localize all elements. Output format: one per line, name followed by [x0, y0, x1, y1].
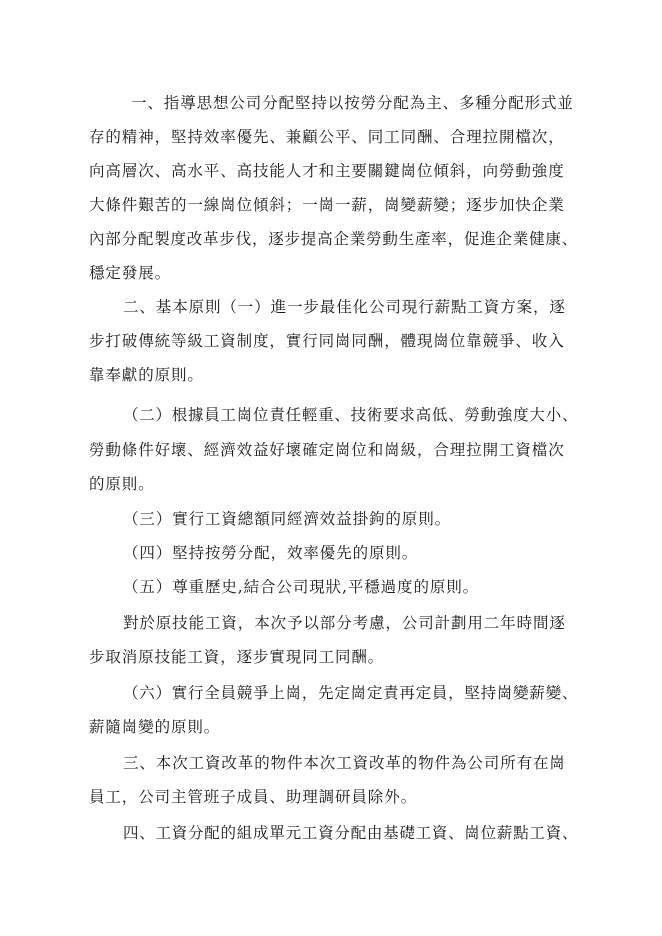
paragraph-line: 靠奉獻的原則。 — [89, 366, 204, 384]
paragraph-line: 一、指導思想公司分配堅持以按勞分配為主、多種分配形式並 — [131, 94, 574, 112]
paragraph-line: 內部分配製度改革步伐，逐步提高企業勞動生產率，促進企業健康、 — [89, 230, 579, 248]
paragraph-line: 勞動條件好壞、經濟效益好壞確定崗位和崗級，合理拉開工資檔次 — [89, 441, 565, 459]
paragraph-line: 的原則。 — [89, 475, 155, 493]
paragraph-line: 員工，公司主管班子成員、助理調研員除外。 — [89, 788, 418, 806]
paragraph-line: 存的精神，堅持效率優先、兼顧公平、同工同酬、合理拉開檔次， — [89, 128, 565, 146]
paragraph-line: （四）堅持按勞分配，效率優先的原則。 — [123, 544, 419, 562]
paragraph-line: 步取消原技能工資，逐步實現同工同酬。 — [89, 648, 385, 666]
paragraph-line: 對於原技能工資，本次予以部分考慮，公司計劃用二年時間逐 — [123, 614, 566, 632]
paragraph-line: 四、工資分配的組成單元工資分配由基礎工資、崗位薪點工資、 — [123, 824, 579, 842]
paragraph-line: 三、本次工資改革的物件本次工資改革的物件為公司所有在崗 — [123, 754, 566, 772]
paragraph-line: 薪隨崗變的原則。 — [89, 718, 221, 736]
paragraph-line: 大條件艱苦的一線崗位傾斜；一崗一薪，崗變薪變；逐步加快企業 — [89, 196, 565, 214]
paragraph-line: （三）實行工資總額同經濟效益掛鉤的原則。 — [123, 510, 452, 528]
paragraph-line: 二、基本原則（一）進一步最佳化公司現行薪點工資方案，逐 — [123, 298, 566, 316]
paragraph-line: （二）根據員工崗位責任輕重、技術要求高低、勞動強度大小、 — [123, 406, 579, 424]
paragraph-line: （五）尊重歷史,結合公司現狀,平穩過度的原則。 — [123, 578, 480, 596]
paragraph-line: 向高層次、高水平、高技能人才和主要關鍵崗位傾斜，向勞動強度 — [89, 162, 565, 180]
paragraph-line: 步打破傳統等級工資制度，實行同崗同酬，體現崗位靠競爭、收入 — [89, 332, 565, 350]
paragraph-line: （六）實行全員競爭上崗，先定崗定責再定員，堅持崗變薪變、 — [123, 684, 579, 702]
paragraph-line: 穩定發展。 — [89, 264, 172, 282]
